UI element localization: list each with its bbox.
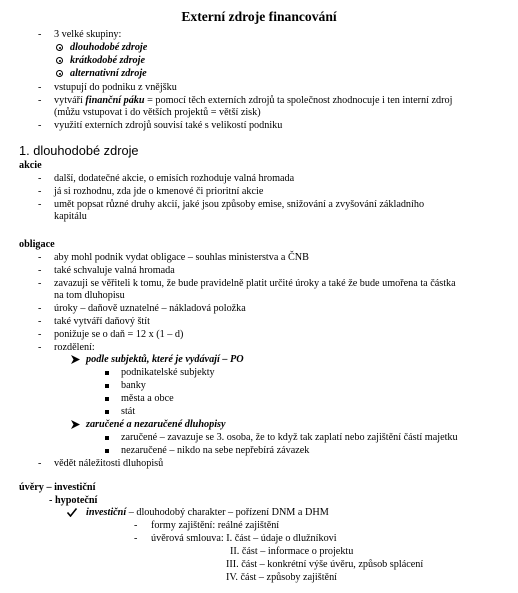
bullet-dash: - <box>38 252 42 263</box>
square-bullet-icon <box>105 371 109 375</box>
square-bullet-icon <box>105 449 109 453</box>
square-bullet-icon <box>105 397 109 401</box>
square-bullet-icon <box>105 436 109 440</box>
guaranteed-item: zaručené – zavazuje se 3. osoba, že to když tak zaplatí nebo zajištění částí majetku <box>121 432 458 443</box>
loans-investment-line <box>86 507 329 518</box>
bonds-item: aby mohl podnik vydat obligace – souhlas ministerstva a ČNB <box>54 252 309 263</box>
group-item-alternative: alternativní zdroje <box>70 68 147 79</box>
bonds-heading: obligace <box>19 239 55 250</box>
bullet-dash: - <box>38 265 42 276</box>
contract-part: III. část – konkrétní výše úvěru, způsob splácení <box>226 559 424 570</box>
loans-subheading: - hypoteční <box>49 495 98 506</box>
bullet-dash: - <box>134 520 138 531</box>
intro-leverage-line <box>54 95 452 106</box>
shares-heading: akcie <box>19 160 42 171</box>
bullet-dash: - <box>38 329 42 340</box>
shares-item: já si rozhodnu, zda jde o kmenové či prioritní akcie <box>54 186 264 197</box>
groups-label: 3 velké skupiny: <box>54 29 122 40</box>
contract-part: IV. část – způsoby zajištění <box>226 572 338 583</box>
issuer-item: banky <box>121 380 146 391</box>
section-heading: 1. dlouhodobé zdroje <box>19 143 139 158</box>
investment-term: investiční <box>86 507 127 518</box>
bullet-dash: - <box>134 533 138 544</box>
bonds-item: také schvaluje valná hromada <box>54 265 175 276</box>
leverage-pre: vytváří <box>54 95 86 106</box>
bullet-dash: - <box>38 82 42 93</box>
group-item-short-term: krátkodobé zdroje <box>70 55 145 66</box>
bonds-by-issuer-label: podle subjektů, které je vydávají – PO <box>86 354 244 365</box>
bonds-item-cont: na tom dluhopisu <box>54 290 125 301</box>
bullet-dash: - <box>38 342 42 353</box>
bonds-item: ponižuje se o daň = 12 x (1 – d) <box>54 329 184 340</box>
checkmark-icon <box>67 508 77 517</box>
shares-item: další, dodatečné akcie, o emisích rozhoduje valná hromada <box>54 173 295 184</box>
bonds-guaranteed-label: zaručené a nezaručené dluhopisy <box>86 419 226 430</box>
issuer-item: stát <box>121 406 136 417</box>
bullet-dash: - <box>38 120 42 131</box>
bonds-item: také vytváří daňový štít <box>54 316 150 327</box>
bonds-last-item: vědět náležitosti dluhopisů <box>54 458 164 469</box>
ring-bullet-icon <box>56 57 63 64</box>
bonds-item: zavazuji se věřiteli k tomu, že bude pravidelně platit určité úroky a také že bude umořena ta částka <box>54 278 456 289</box>
group-item-long-term: dlouhodobé zdroje <box>70 42 148 53</box>
bullet-dash: - <box>38 173 42 184</box>
loans-item: úvěrová smlouva: I. část – údaje o dlužníkovi <box>151 533 337 544</box>
square-bullet-icon <box>105 410 109 414</box>
investment-rest: – dlouhodobý charakter – pořízení DNM a DHM <box>126 507 329 518</box>
square-bullet-icon <box>105 384 109 388</box>
bullet-dash: - <box>38 29 42 40</box>
bullet-dash: - <box>38 458 42 469</box>
page-title: Externí zdroje financování <box>181 9 337 24</box>
arrow-bullet-icon <box>71 355 80 364</box>
bullet-dash: - <box>38 316 42 327</box>
ring-bullet-icon <box>56 70 63 77</box>
bonds-item: rozdělení: <box>54 342 95 353</box>
bullet-dash: - <box>38 186 42 197</box>
shares-item: umět popsat různé druhy akcií, jaké jsou způsoby emise, snižování a zvyšování základního <box>54 199 425 210</box>
intro-leverage-cont: (můžu vstupovat i do větších projektů = větší zisk) <box>54 107 261 118</box>
leverage-term: finanční páku <box>85 95 145 106</box>
loans-heading: úvěry – investiční <box>19 482 96 493</box>
arrow-bullet-icon <box>71 420 80 429</box>
intro-enter-text: vstupují do podniku z vnějšku <box>54 82 177 93</box>
ring-bullet-icon <box>56 44 63 51</box>
contract-part: II. část – informace o projektu <box>230 546 354 557</box>
bullet-dash: - <box>38 303 42 314</box>
shares-item-cont: kapitálu <box>54 211 87 222</box>
bonds-item: úroky – daňově uznatelné – nákladová položka <box>54 303 246 314</box>
intro-size-text: využití externích zdrojů souvisí také s velikostí podniku <box>54 120 283 131</box>
bullet-dash: - <box>38 199 42 210</box>
leverage-post: = pomocí těch externích zdrojů ta společnost zhodnocuje i ten interní zdroj <box>144 95 453 106</box>
issuer-item: města a obce <box>121 393 174 404</box>
guaranteed-item: nezaručené – nikdo na sebe nepřebírá závazek <box>121 445 310 456</box>
issuer-item: podnikatelské subjekty <box>121 367 215 378</box>
bullet-dash: - <box>38 278 42 289</box>
bullet-dash: - <box>38 95 42 106</box>
loans-item: formy zajištění: reálné zajištění <box>151 520 280 531</box>
